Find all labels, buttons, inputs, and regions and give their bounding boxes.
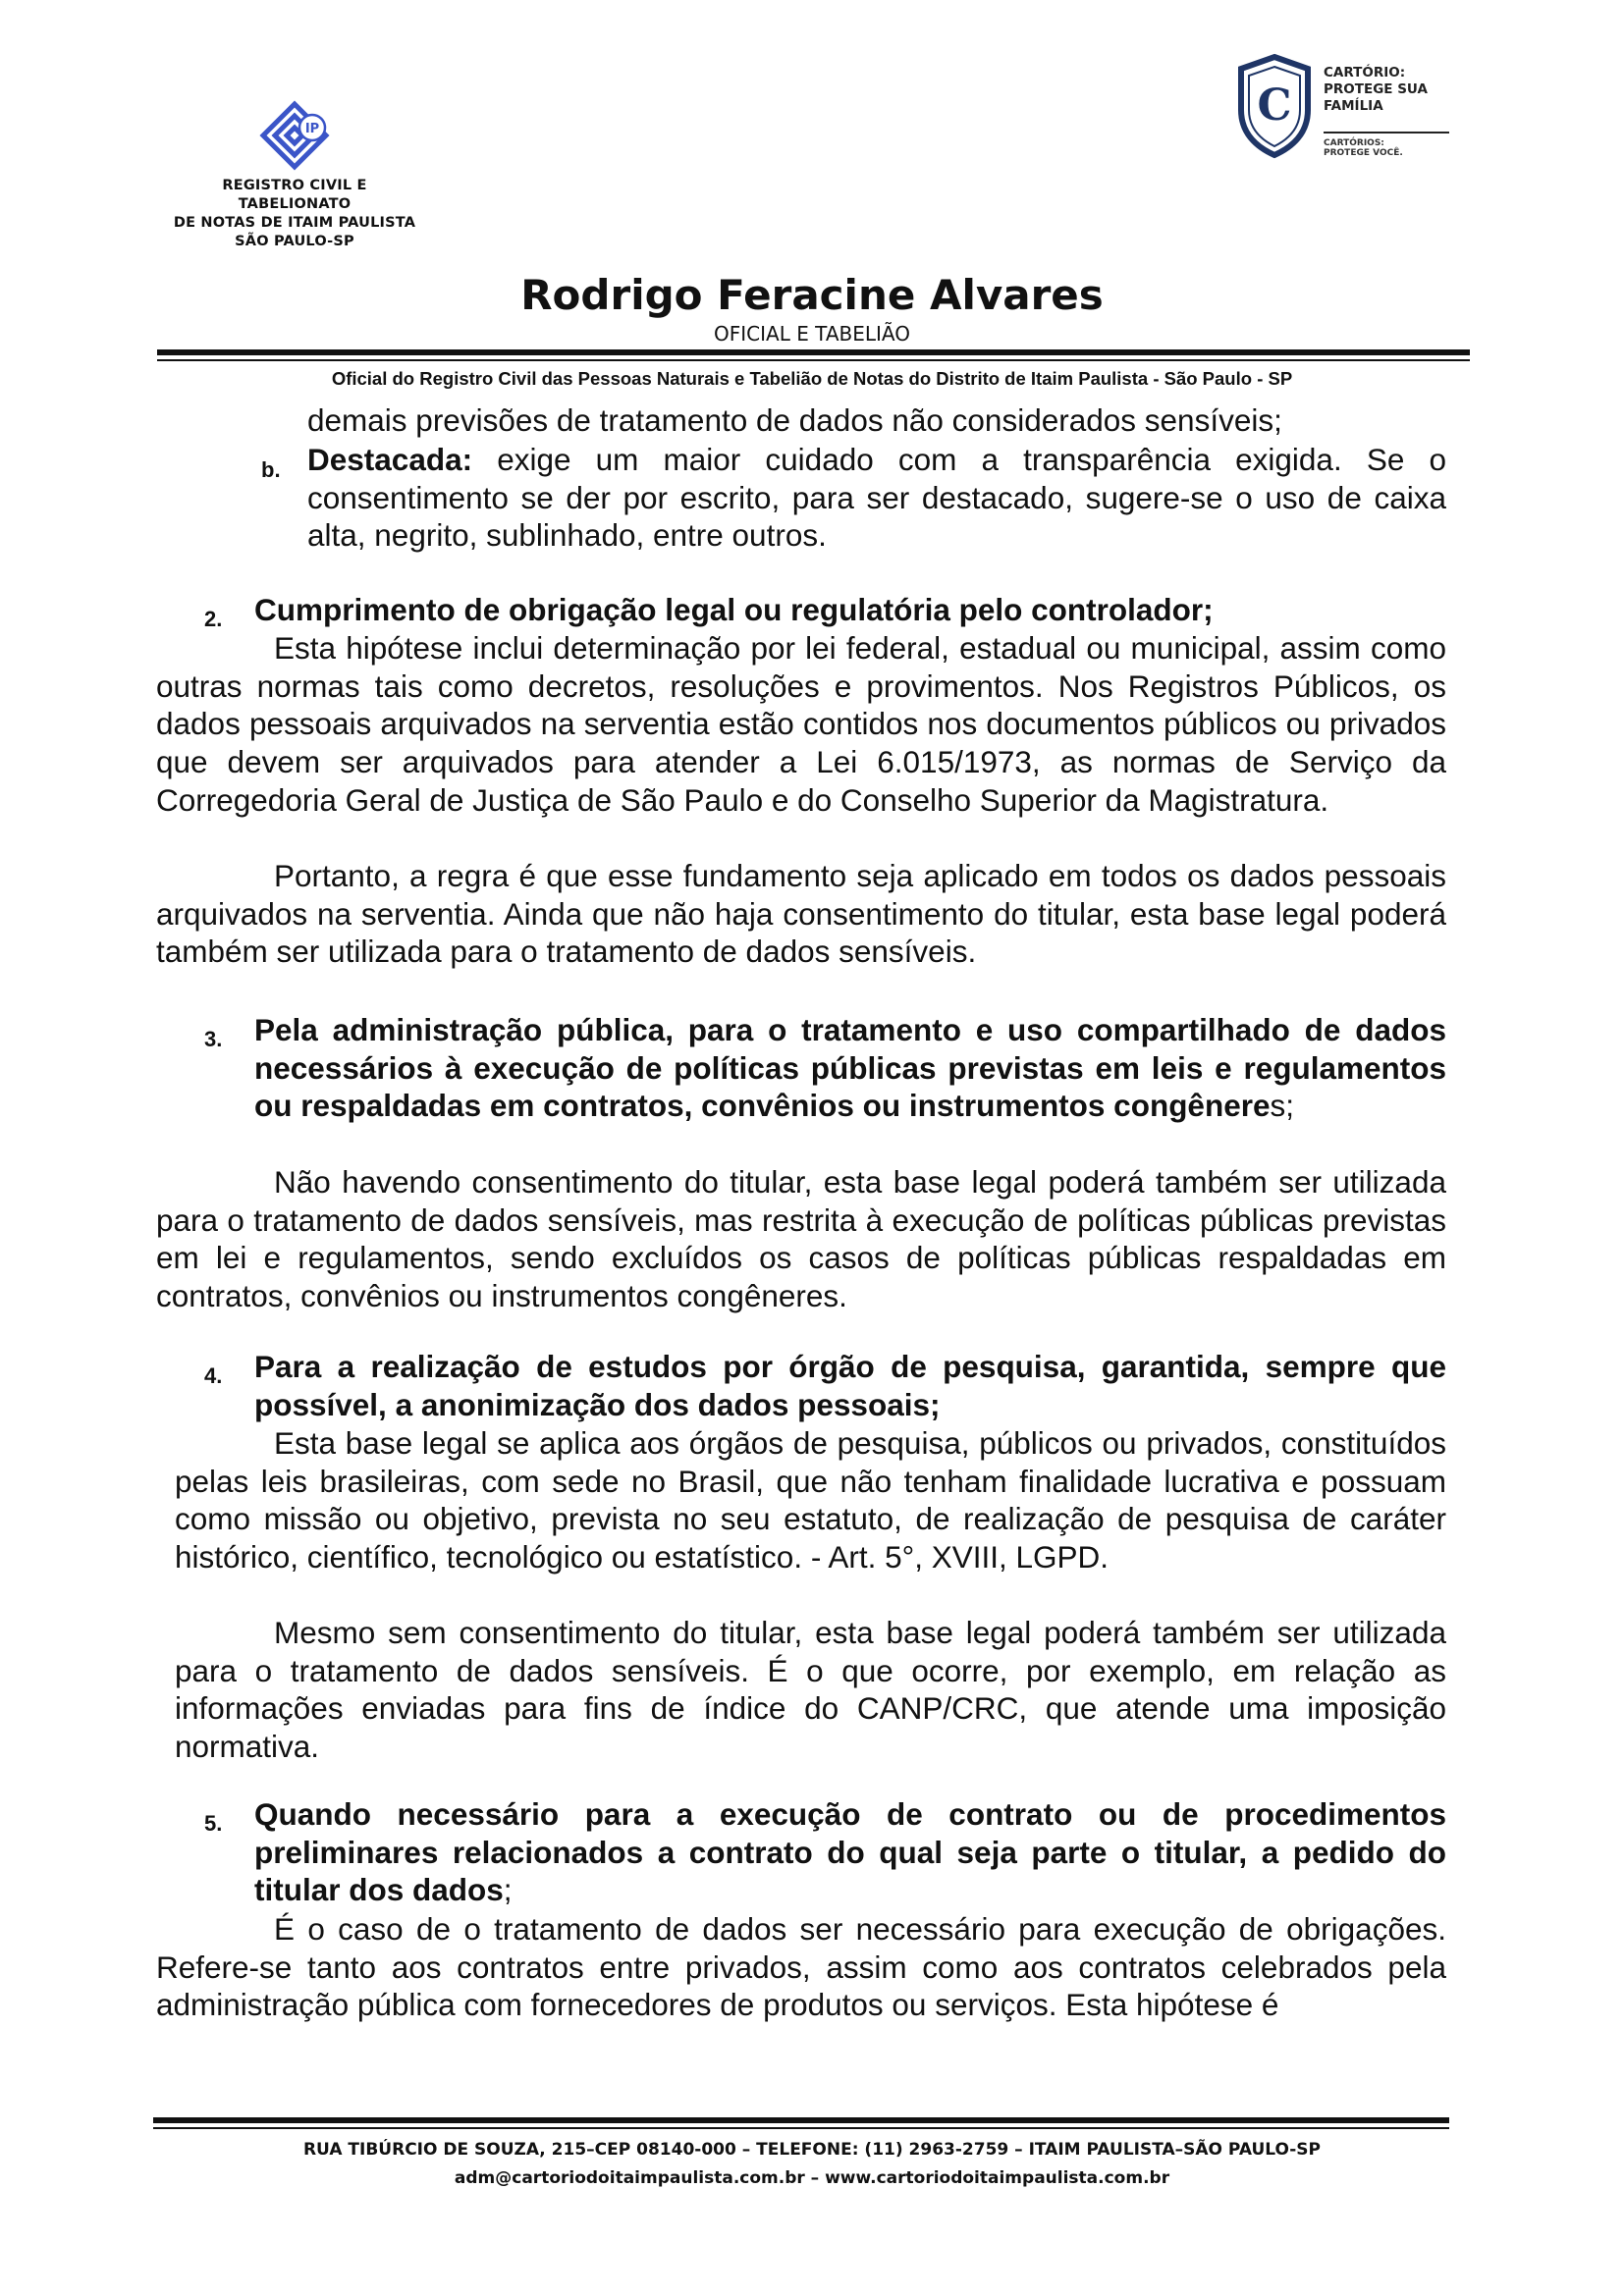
section-2-paragraph-1: Esta hipótese inclui determinação por lei federal, estadual ou municipal, assim como outras normas tais como decretos, resoluções e provimentos. Nos Registros Públicos, os dados pessoais arquivados na serventia estão contidos nos documentos públicos ou privados que devem ser arquivados para atender a Lei 6.015/1973, as normas de Serviço da Corregedoria Geral de Justiça de São Paulo e do Conselho Superior da Magistratura. [156, 630, 1446, 818]
item-b-label: b. [261, 457, 281, 482]
cartorio-line-3: FAMÍLIA [1324, 98, 1383, 114]
footer-divider-thick [153, 2117, 1449, 2123]
registry-diamond-logo-icon [255, 98, 334, 177]
logo-text-line-2: DE NOTAS DE ITAIM PAULISTA [173, 215, 416, 231]
office-subtitle: Oficial do Registro Civil das Pessoas Naturais e Tabelião de Notas do Distrito de Itaim Paulista - São Paulo - SP [331, 368, 1293, 389]
item-b-term: Destacada: [307, 442, 473, 477]
officer-title: OFICIAL E TABELIÃO [714, 322, 910, 346]
registry-logo [167, 98, 422, 251]
cartorio-line-2: PROTEGE SUA [1324, 81, 1428, 97]
section-3-heading-tail: s; [1270, 1088, 1295, 1124]
cartorio-shield-icon [1235, 53, 1314, 159]
shield-letter: C [1257, 80, 1292, 131]
item-b-text [307, 441, 1446, 555]
logo-monogram: IP [304, 122, 320, 136]
section-2-paragraph-2: Portanto, a regra é que esse fundamento seja aplicado em todos os dados pessoais arquivados na serventia. Ainda que não haja consentimento do titular, esta base legal poderá também ser utilizada para o tratamento de dados sensíveis. [156, 858, 1446, 970]
section-5-heading-text: Quando necessário para a execução de contrato ou de procedimentos preliminares relacionados a contrato do qual seja parte o titular, a pedido do titular dos dados [254, 1796, 1446, 1908]
section-3-heading-text: Pela administração pública, para o tratamento e uso compartilhado de dados necessários à execução de políticas públicas previstas em leis e regulamentos ou respaldadas em contratos, convênios ou instrumentos congênere [254, 1012, 1446, 1124]
cartorio-line-1: CARTÓRIO: [1324, 65, 1406, 80]
officer-name: Rodrigo Feracine Alvares [520, 271, 1104, 319]
section-3-heading [254, 1011, 1446, 1125]
logo-text-line-1: REGISTRO CIVIL E TABELIONATO [222, 178, 367, 212]
section-2-heading: Cumprimento de obrigação legal ou regulatória pelo controlador; [254, 592, 1214, 627]
footer-divider-thin [153, 2127, 1449, 2129]
header-divider-thick [157, 349, 1470, 355]
section-5-heading [254, 1795, 1446, 1909]
item-b-description: exige um maior cuidado com a transparência exigida. Se o consentimento se der por escrito, para ser destacado, sugere-se o uso de caixa alta, negrito, sublinhado, entre outros. [307, 442, 1446, 554]
logo-text-line-3: SÃO PAULO-SP [235, 234, 354, 249]
section-4-heading: Para a realização de estudos por órgão de pesquisa, garantida, sempre que possível, a anonimização dos dados pessoais; [254, 1349, 1446, 1422]
footer-contact: adm@cartoriodoitaimpaulista.com.br – www.cartoriodoitaimpaulista.com.br [454, 2168, 1170, 2188]
section-4-paragraph-2: Mesmo sem consentimento do titular, esta base legal poderá também ser utilizada para o tratamento de dados sensíveis. É o que ocorre, por exemplo, em relação as informações enviadas para fins de índice do CANP/CRC, que atende uma imposição normativa. [175, 1615, 1446, 1765]
section-5-paragraph-1: É o caso de o tratamento de dados ser necessário para execução de obrigações. Refere-se tanto aos contratos entre privados, assim como aos contratos celebrados pela administração pública com fornecedores de produtos ou serviços. Esta hipótese é [156, 1911, 1446, 2023]
section-2-number: 2. [204, 607, 223, 631]
cartorio-divider [1324, 132, 1449, 133]
cartorio-logo [1235, 49, 1461, 177]
header-divider-thin [157, 359, 1470, 361]
section-4-number: 4. [204, 1363, 223, 1388]
continuation-line: demais previsões de tratamento de dados não considerados sensíveis; [307, 402, 1282, 438]
section-3-number: 3. [204, 1027, 223, 1051]
cartorio-small-line-1: CARTÓRIOS: [1324, 138, 1384, 148]
cartorio-small-line-2: PROTEGE VOCÊ. [1324, 148, 1403, 158]
footer-address: RUA TIBÚRCIO DE SOUZA, 215–CEP 08140-000 – TELEFONE: (11) 2963-2759 – ITAIM PAULISTA–SÃO PAULO-SP [302, 2140, 1322, 2160]
section-4-paragraph-1: Esta base legal se aplica aos órgãos de pesquisa, públicos ou privados, constituídos pelas leis brasileiras, com sede no Brasil, que não tenham finalidade lucrativa e possuam como missão ou objetivo, prevista no seu estatuto, de realização de pesquisa de caráter histórico, científico, tecnológico ou estatístico. - Art. 5°, XVIII, LGPD. [175, 1425, 1446, 1575]
section-5-heading-tail: ; [503, 1872, 513, 1908]
section-5-number: 5. [204, 1811, 223, 1836]
section-3-paragraph-1: Não havendo consentimento do titular, esta base legal poderá também ser utilizada para o tratamento de dados sensíveis, mas restrita à execução de políticas públicas previstas em lei e regulamentos, sendo excluídos os casos de políticas públicas respaldadas em contratos, convênios ou instrumentos congêneres. [156, 1164, 1446, 1314]
